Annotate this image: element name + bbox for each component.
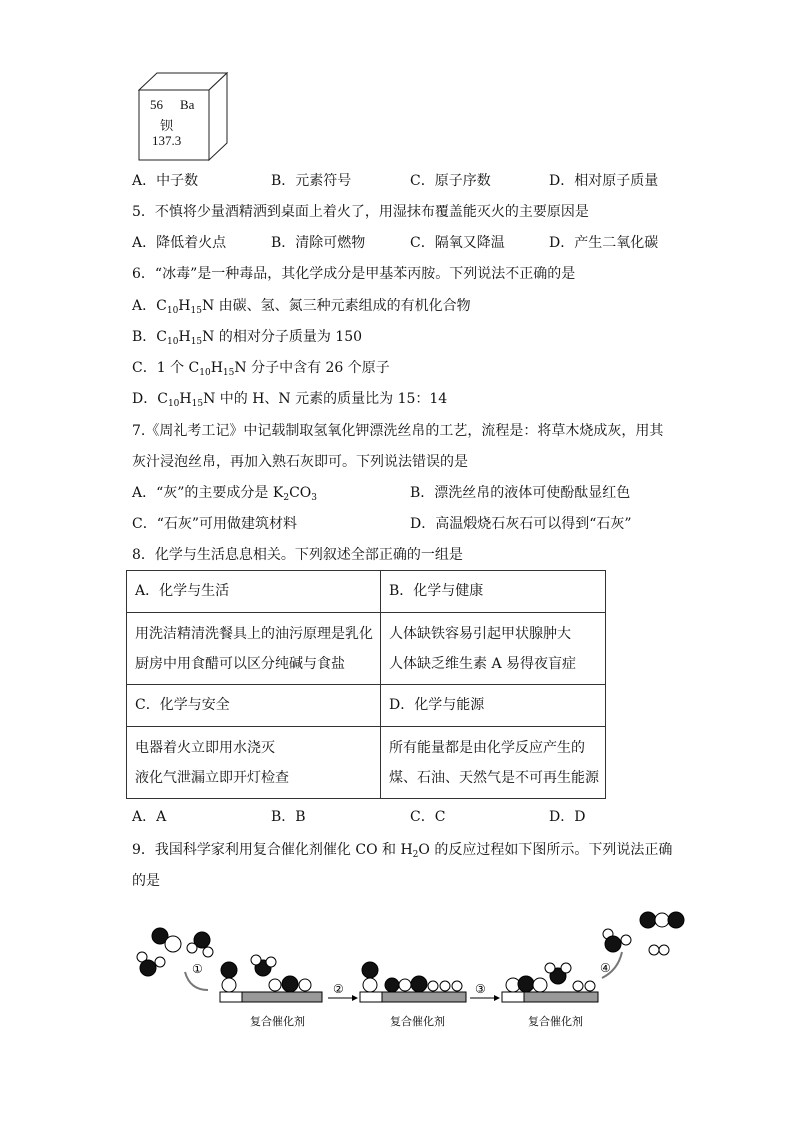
formula: $C_{10}H_{15}N$ (188, 360, 247, 378)
step-label: ③ (475, 982, 486, 996)
q8-option-a: A．A (132, 809, 167, 825)
formula: $C_{10}H_{15}N$ (157, 391, 216, 409)
q6-option-b: B．$C_{10}H_{15}N$ 的相对分子质量为 150 (132, 329, 363, 347)
q4-option-c: C．原子序数 (410, 173, 491, 189)
q7-stem-line1: 7.《周礼考工记》中记载制取氢氧化钾漂洗丝帛的工艺，流程是：将草木烧成灰，用其 (132, 423, 664, 439)
atomic-mass: 137.3 (152, 133, 182, 148)
catalyst-label: 复合催化剂 (528, 1015, 583, 1028)
q7-option-c: C．“石灰”可用做建筑材料 (132, 516, 298, 532)
q8-table (126, 570, 606, 799)
catalyst-3 (502, 963, 598, 1002)
molecules-right (603, 912, 684, 955)
element-name: 钡 (160, 118, 174, 133)
table-cell-title-a: A．化学与生活 (127, 571, 381, 613)
table-cell-title-c: C．化学与安全 (127, 685, 381, 727)
catalyst-1 (220, 955, 322, 1002)
q5-option-b: B．清除可燃物 (271, 235, 366, 251)
table-cell-title-b: B．化学与健康 (381, 571, 606, 613)
catalyst-2 (360, 962, 466, 1002)
q5-option-d: D．产生二氧化碳 (549, 235, 659, 251)
step-label: ④ (600, 961, 611, 975)
q5-stem: 5．不慎将少量酒精洒到桌面上着火了，用湿抹布覆盖能灭火的主要原因是 (132, 204, 589, 220)
table-cell-title-d: D．化学与能源 (381, 685, 606, 727)
q7-option-d: D．高温煅烧石灰石可以得到“石灰” (410, 516, 632, 532)
q4-option-b: B．元素符号 (271, 173, 352, 189)
q8-stem: 8．化学与生活息息相关。下列叙述全部正确的一组是 (132, 547, 463, 563)
q8-option-d: D．D (549, 809, 586, 825)
element-symbol: Ba (180, 97, 195, 112)
formula: $C_{10}H_{15}N$ (156, 298, 215, 316)
reaction-diagram (130, 900, 700, 1040)
q9-stem-line1: 9．我国科学家利用复合催化剂催化 CO 和 $H_2O$ 的反应过程如下图所示。下列说法正确 (132, 842, 673, 860)
q7-stem-line2: 灰汁浸泡丝帛，再加入熟石灰即可。下列说法错误的是 (132, 454, 468, 470)
q8-option-c: C．C (410, 809, 446, 825)
q5-option-a: A．降低着火点 (132, 235, 227, 251)
step-label: ② (333, 982, 344, 996)
q7-option-a: A．“灰”的主要成分是 $K_2CO_3$ (132, 485, 318, 503)
q6-option-c: C．1 个 $C_{10}H_{15}N$ 分子中含有 26 个原子 (132, 360, 390, 378)
catalyst-label: 复合催化剂 (390, 1015, 445, 1028)
q9-stem-line2: 的是 (132, 873, 160, 889)
table-cell-body-b: 人体缺铁容易引起甲状腺肿大 人体缺乏维生素 A 易得夜盲症 (381, 613, 606, 685)
table-cell-body-d: 所有能量都是由化学反应产生的 煤、石油、天然气是不可再生能源 (381, 727, 606, 799)
atomic-number: 56 (150, 97, 163, 112)
formula: $C_{10}H_{15}N$ (156, 329, 215, 347)
q4-option-a: A．中子数 (132, 173, 199, 189)
q7-option-b: B．漂洗丝帛的液体可使酚酞显红色 (410, 485, 631, 501)
q5-option-c: C．隔氧又降温 (410, 235, 505, 251)
catalyst-label: 复合催化剂 (250, 1015, 305, 1028)
q4-option-d: D．相对原子质量 (549, 173, 659, 189)
q6-option-d: D．$C_{10}H_{15}N$ 中的 H、N 元素的质量比为 15：14 (132, 391, 448, 409)
table-cell-body-c: 电器着火立即用水浇灭 液化气泄漏立即开灯检查 (127, 727, 381, 799)
table-cell-body-a: 用洗洁精清洗餐具上的油污原理是乳化 厨房中用食醋可以区分纯碱与食盐 (127, 613, 381, 685)
q6-option-a: A．$C_{10}H_{15}N$ 由碳、氢、氮三种元素组成的有机化合物 (132, 298, 471, 316)
q8-option-b: B．B (271, 809, 306, 825)
q6-stem: 6．“冰毒”是一种毒品，其化学成分是甲基苯丙胺。下列说法不正确的是 (132, 266, 576, 282)
cube-outline (138, 72, 238, 172)
step-label: ① (192, 962, 203, 976)
element-card (138, 72, 228, 162)
